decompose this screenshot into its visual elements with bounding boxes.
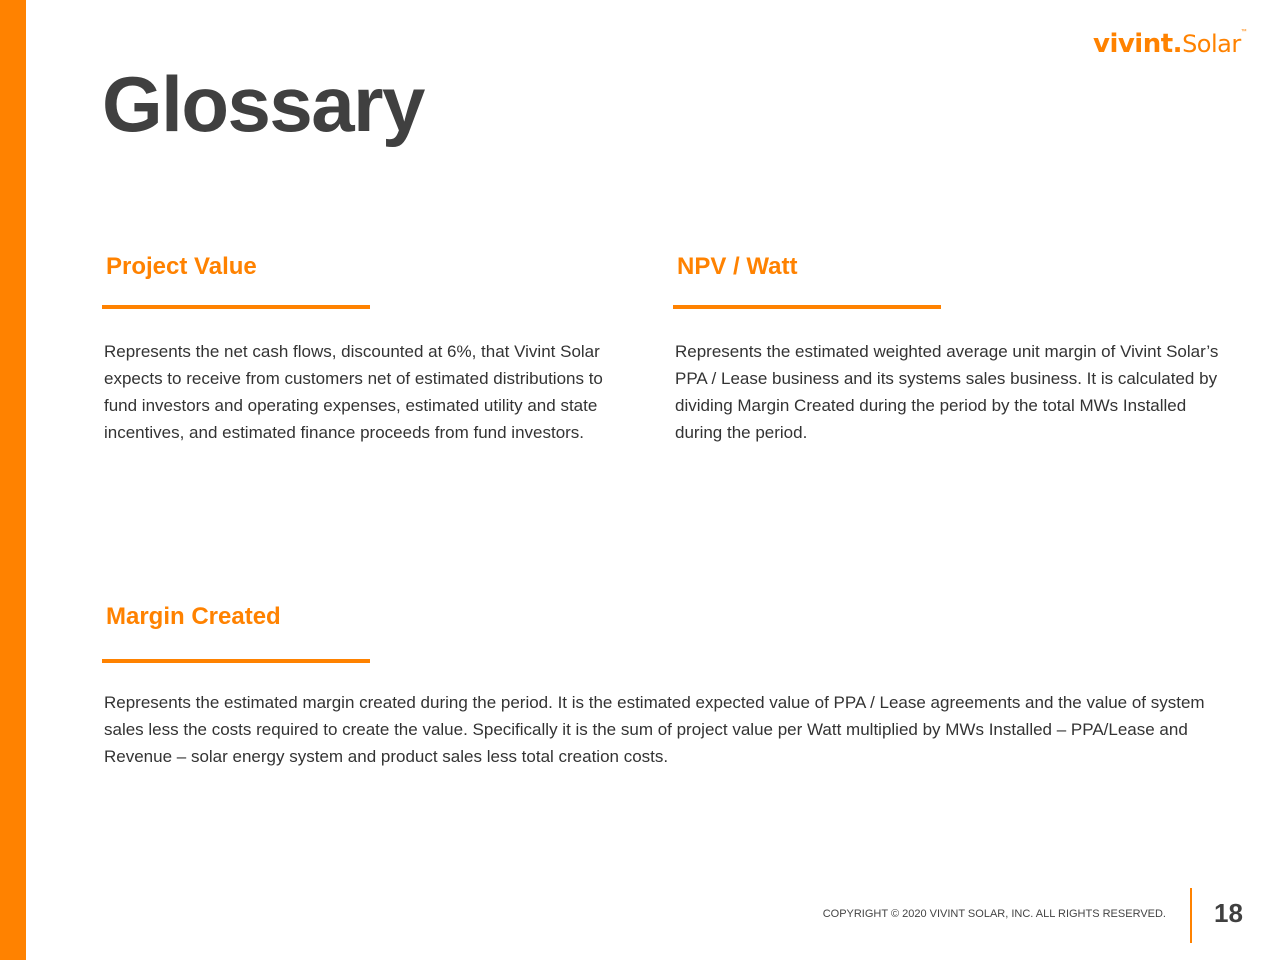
- logo-wordmark-vivint: vivint: [1093, 29, 1173, 59]
- npv-per-watt-rule: [673, 305, 941, 309]
- npv-per-watt-body: Represents the estimated weighted average unit margin of Vivint Solar’s PPA / Lease business and its systems sales business. It is calculated by dividing Margin Created during the period by the total MWs Installed during the period.: [675, 342, 1219, 442]
- margin-created-heading: Margin Created: [106, 603, 281, 630]
- page-number: 18: [1214, 898, 1243, 928]
- logo-trademark: ™: [1240, 29, 1247, 35]
- project-value-heading: Project Value: [106, 253, 257, 280]
- vivint-solar-logo: [1093, 29, 1247, 65]
- margin-created-body: Represents the estimated margin created during the period. It is the estimated expected value of PPA / Lease agreements and the value of system sales less the costs required to create the value. Specifically it is the sum of project value per Watt multiplied by MWs Installed – PPA/Lease and Revenue – solar energy system and product sales less total creation costs.: [104, 693, 1205, 766]
- logo-wordmark-solar: Solar: [1182, 30, 1241, 58]
- page-title: Glossary: [102, 60, 424, 148]
- project-value-body: Represents the net cash flows, discounted at 6%, that Vivint Solar expects to receive from customers net of estimated distributions to fund investors and operating expenses, estimated utility and state incentives, and estimated finance proceeds from fund investors.: [104, 342, 603, 442]
- left-accent-bar: [0, 0, 26, 960]
- logo-dot: .: [1172, 29, 1183, 59]
- project-value-rule: [102, 305, 370, 309]
- footer-divider: [1190, 888, 1192, 943]
- copyright-notice: COPYRIGHT © 2020 VIVINT SOLAR, INC. ALL RIGHTS RESERVED.: [822, 908, 1166, 920]
- margin-created-rule: [102, 659, 370, 663]
- npv-per-watt-heading: NPV / Watt: [677, 253, 798, 280]
